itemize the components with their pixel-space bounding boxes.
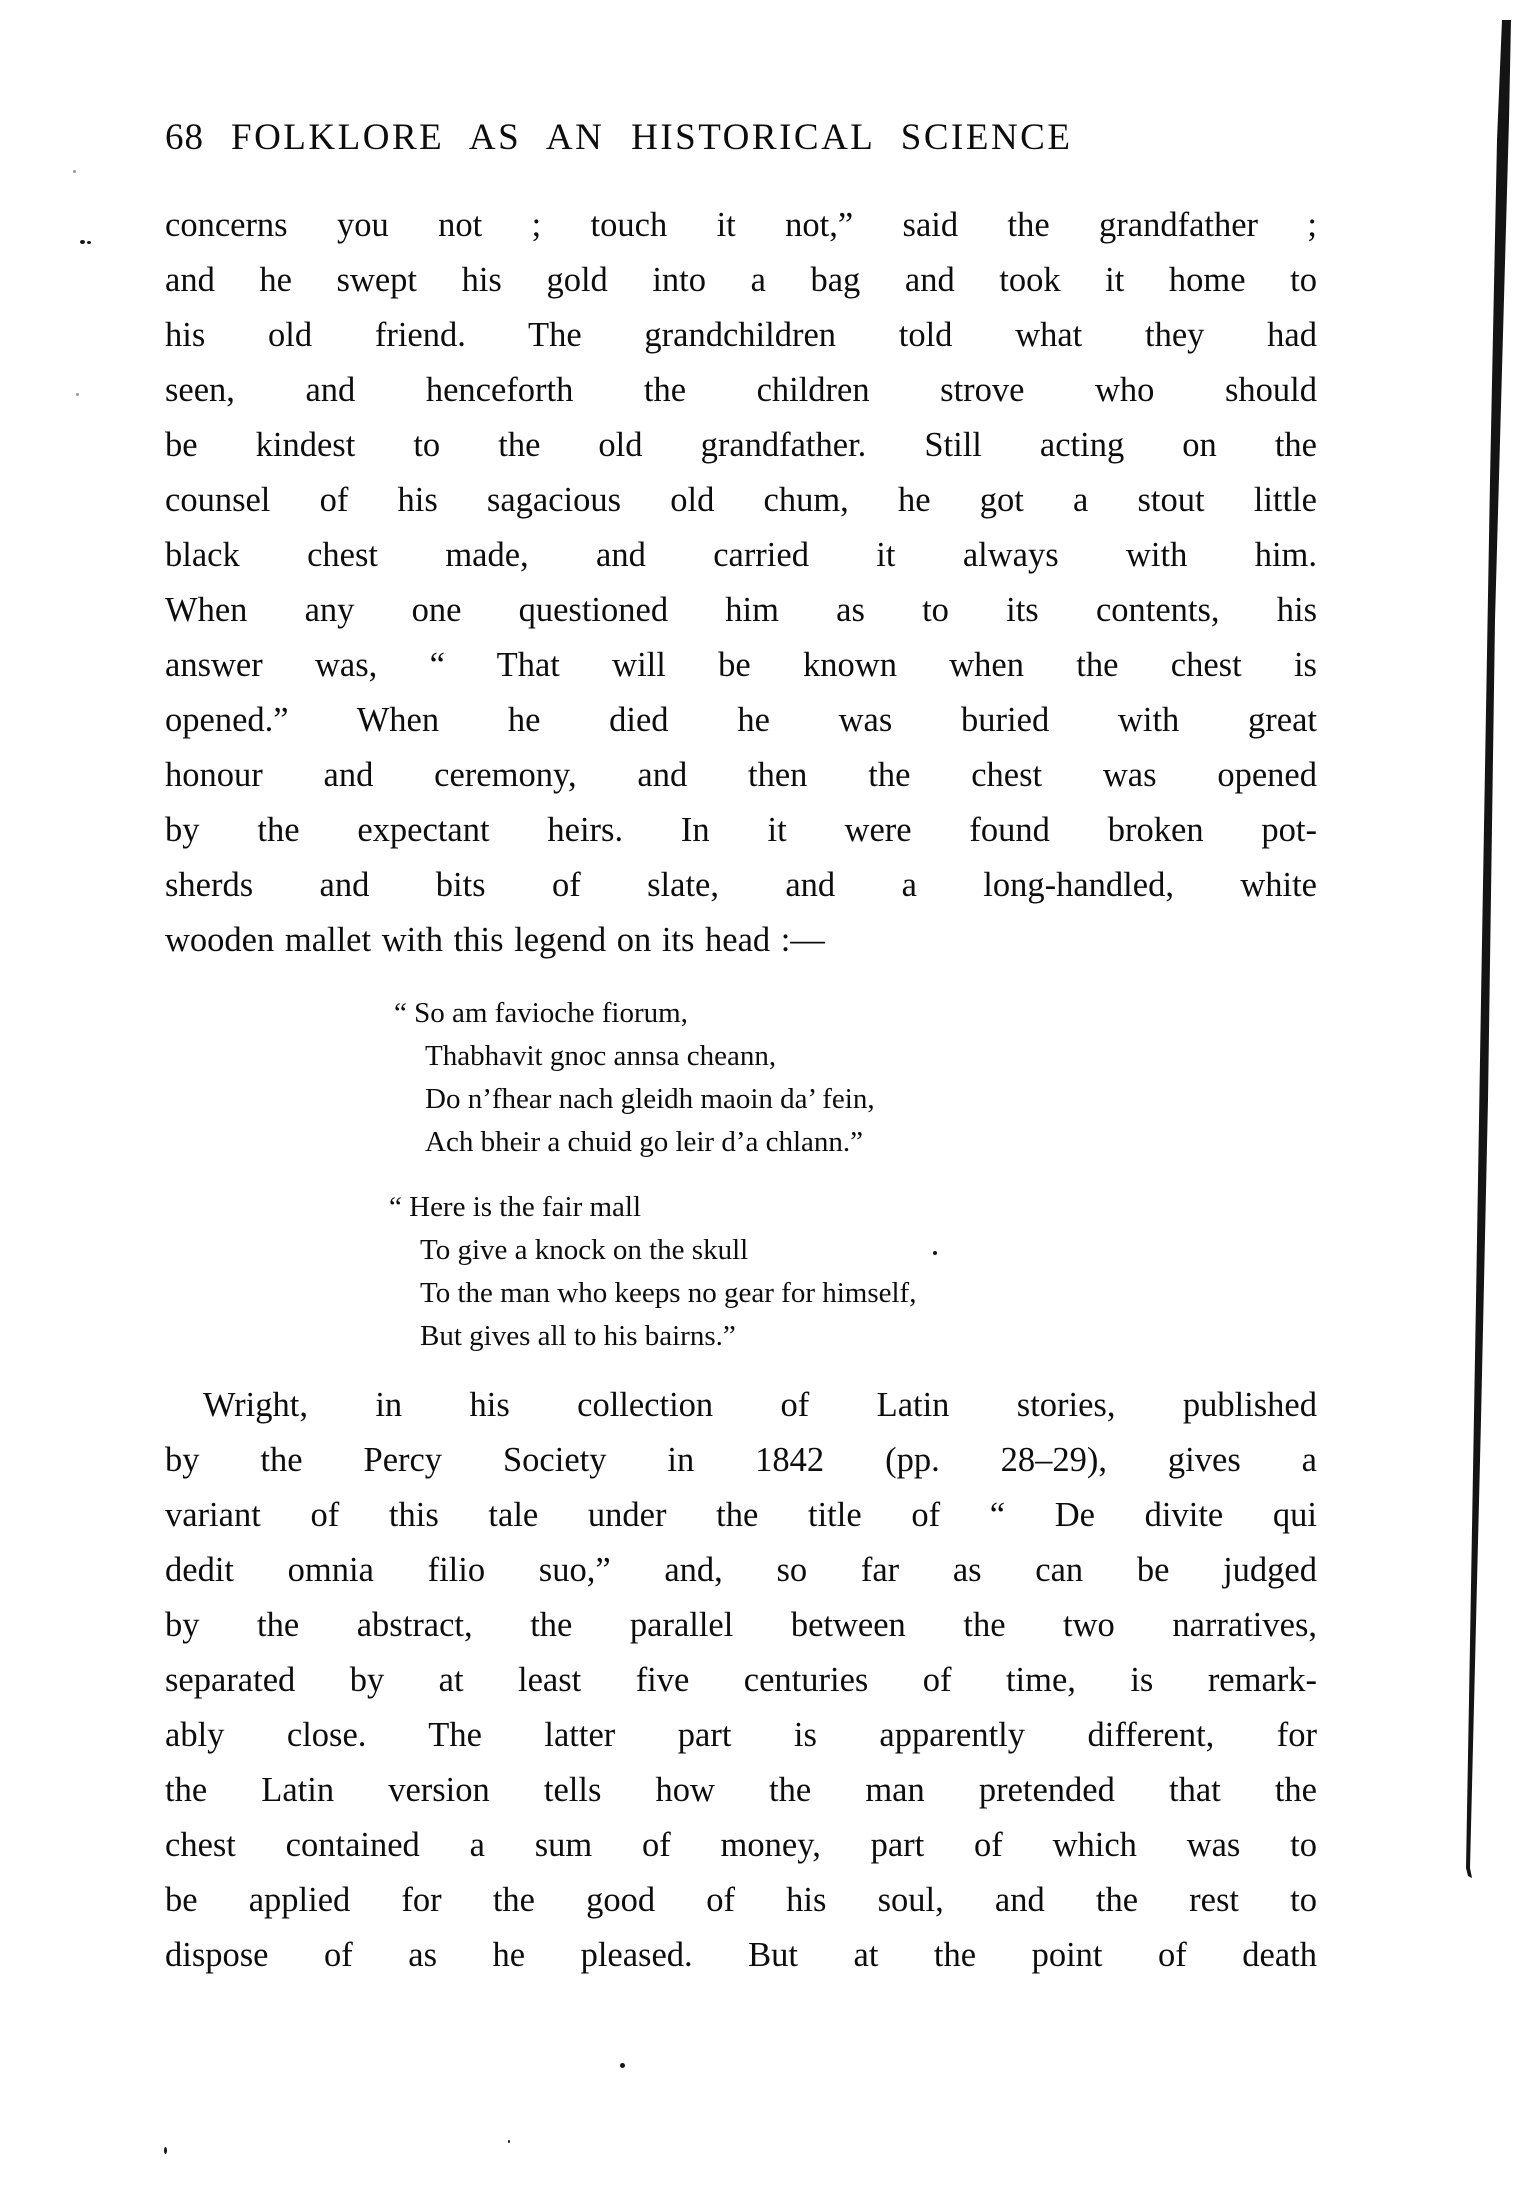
paragraph-2 bbox=[165, 1378, 1317, 1983]
verse-line: To give a knock on the skull bbox=[420, 1234, 749, 1266]
running-title: FOLKLORE AS AN HISTORICAL SCIENCE bbox=[231, 117, 1073, 158]
ink-speck bbox=[80, 240, 85, 244]
page-number: 68 bbox=[165, 117, 204, 158]
text-line: Wright, in his collection of Latin stories, published bbox=[203, 1386, 1317, 1424]
text-line: by the abstract, the parallel between the two narratives, bbox=[165, 1606, 1317, 1644]
verse-line: “ Here is the fair mall bbox=[389, 1191, 642, 1223]
text-line: by the expectant heirs. In it were found broken pot- bbox=[165, 811, 1317, 849]
text-line: ably close. The latter part is apparently different, for bbox=[165, 1716, 1317, 1754]
english-verse bbox=[389, 1186, 917, 1358]
text-line: be kindest to the old grandfather. Still acting on the bbox=[165, 426, 1317, 464]
paragraph-1 bbox=[165, 198, 1317, 968]
text-line: the Latin version tells how the man pretended that the bbox=[165, 1771, 1317, 1809]
ink-speck bbox=[87, 241, 91, 244]
ink-speck bbox=[73, 170, 76, 173]
text-line: separated by at least five centuries of time, is remark- bbox=[165, 1661, 1317, 1699]
verse-line: Ach bheir a chuid go leir d’a chlann.” bbox=[425, 1126, 864, 1158]
verse-line: Do n’fhear nach gleidh maoin da’ fein, bbox=[425, 1083, 875, 1115]
text-line: his old friend. The grandchildren told what they had bbox=[165, 316, 1317, 354]
text-line: sherds and bits of slate, and a long-handled, white bbox=[165, 866, 1317, 904]
ink-speck bbox=[164, 2147, 167, 2154]
text-line: be applied for the good of his soul, and the rest to bbox=[165, 1881, 1317, 1919]
page-header bbox=[165, 116, 1251, 159]
ink-speck bbox=[508, 2140, 510, 2143]
gaelic-verse bbox=[394, 992, 875, 1164]
text-line: black chest made, and carried it always with him. bbox=[165, 536, 1317, 574]
ink-speck bbox=[933, 1251, 937, 1255]
text-line: dedit omnia filio suo,” and, so far as can be judged bbox=[165, 1551, 1317, 1589]
text-line: counsel of his sagacious old chum, he got a stout little bbox=[165, 481, 1317, 519]
text-line: concerns you not ; touch it not,” said the grandfather ; bbox=[165, 206, 1317, 244]
ink-speck bbox=[76, 393, 79, 396]
text-line: answer was, “ That will be known when the chest is bbox=[165, 646, 1317, 684]
text-line: seen, and henceforth the children strove who should bbox=[165, 371, 1317, 409]
text-line: dispose of as he pleased. But at the point of death bbox=[165, 1936, 1317, 1974]
text-line: opened.” When he died he was buried with great bbox=[165, 701, 1317, 739]
text-line: wooden mallet with this legend on its head :— bbox=[165, 921, 825, 959]
verse-line: But gives all to his bairns.” bbox=[420, 1320, 736, 1352]
text-line: When any one questioned him as to its contents, his bbox=[165, 591, 1317, 629]
verse-line: To the man who keeps no gear for himself, bbox=[420, 1277, 917, 1309]
verse-line: “ So am favioche fiorum, bbox=[394, 997, 688, 1029]
verse-line: Thabhavit gnoc annsa cheann, bbox=[425, 1040, 777, 1072]
text-line: and he swept his gold into a bag and took it home to bbox=[165, 261, 1317, 299]
ink-speck bbox=[620, 2063, 625, 2068]
text-line: by the Percy Society in 1842 (pp. 28–29), gives a bbox=[165, 1441, 1317, 1479]
text-line: variant of this tale under the title of “ De divite qui bbox=[165, 1496, 1317, 1534]
text-line: chest contained a sum of money, part of which was to bbox=[165, 1826, 1317, 1864]
text-line: honour and ceremony, and then the chest was opened bbox=[165, 756, 1317, 794]
